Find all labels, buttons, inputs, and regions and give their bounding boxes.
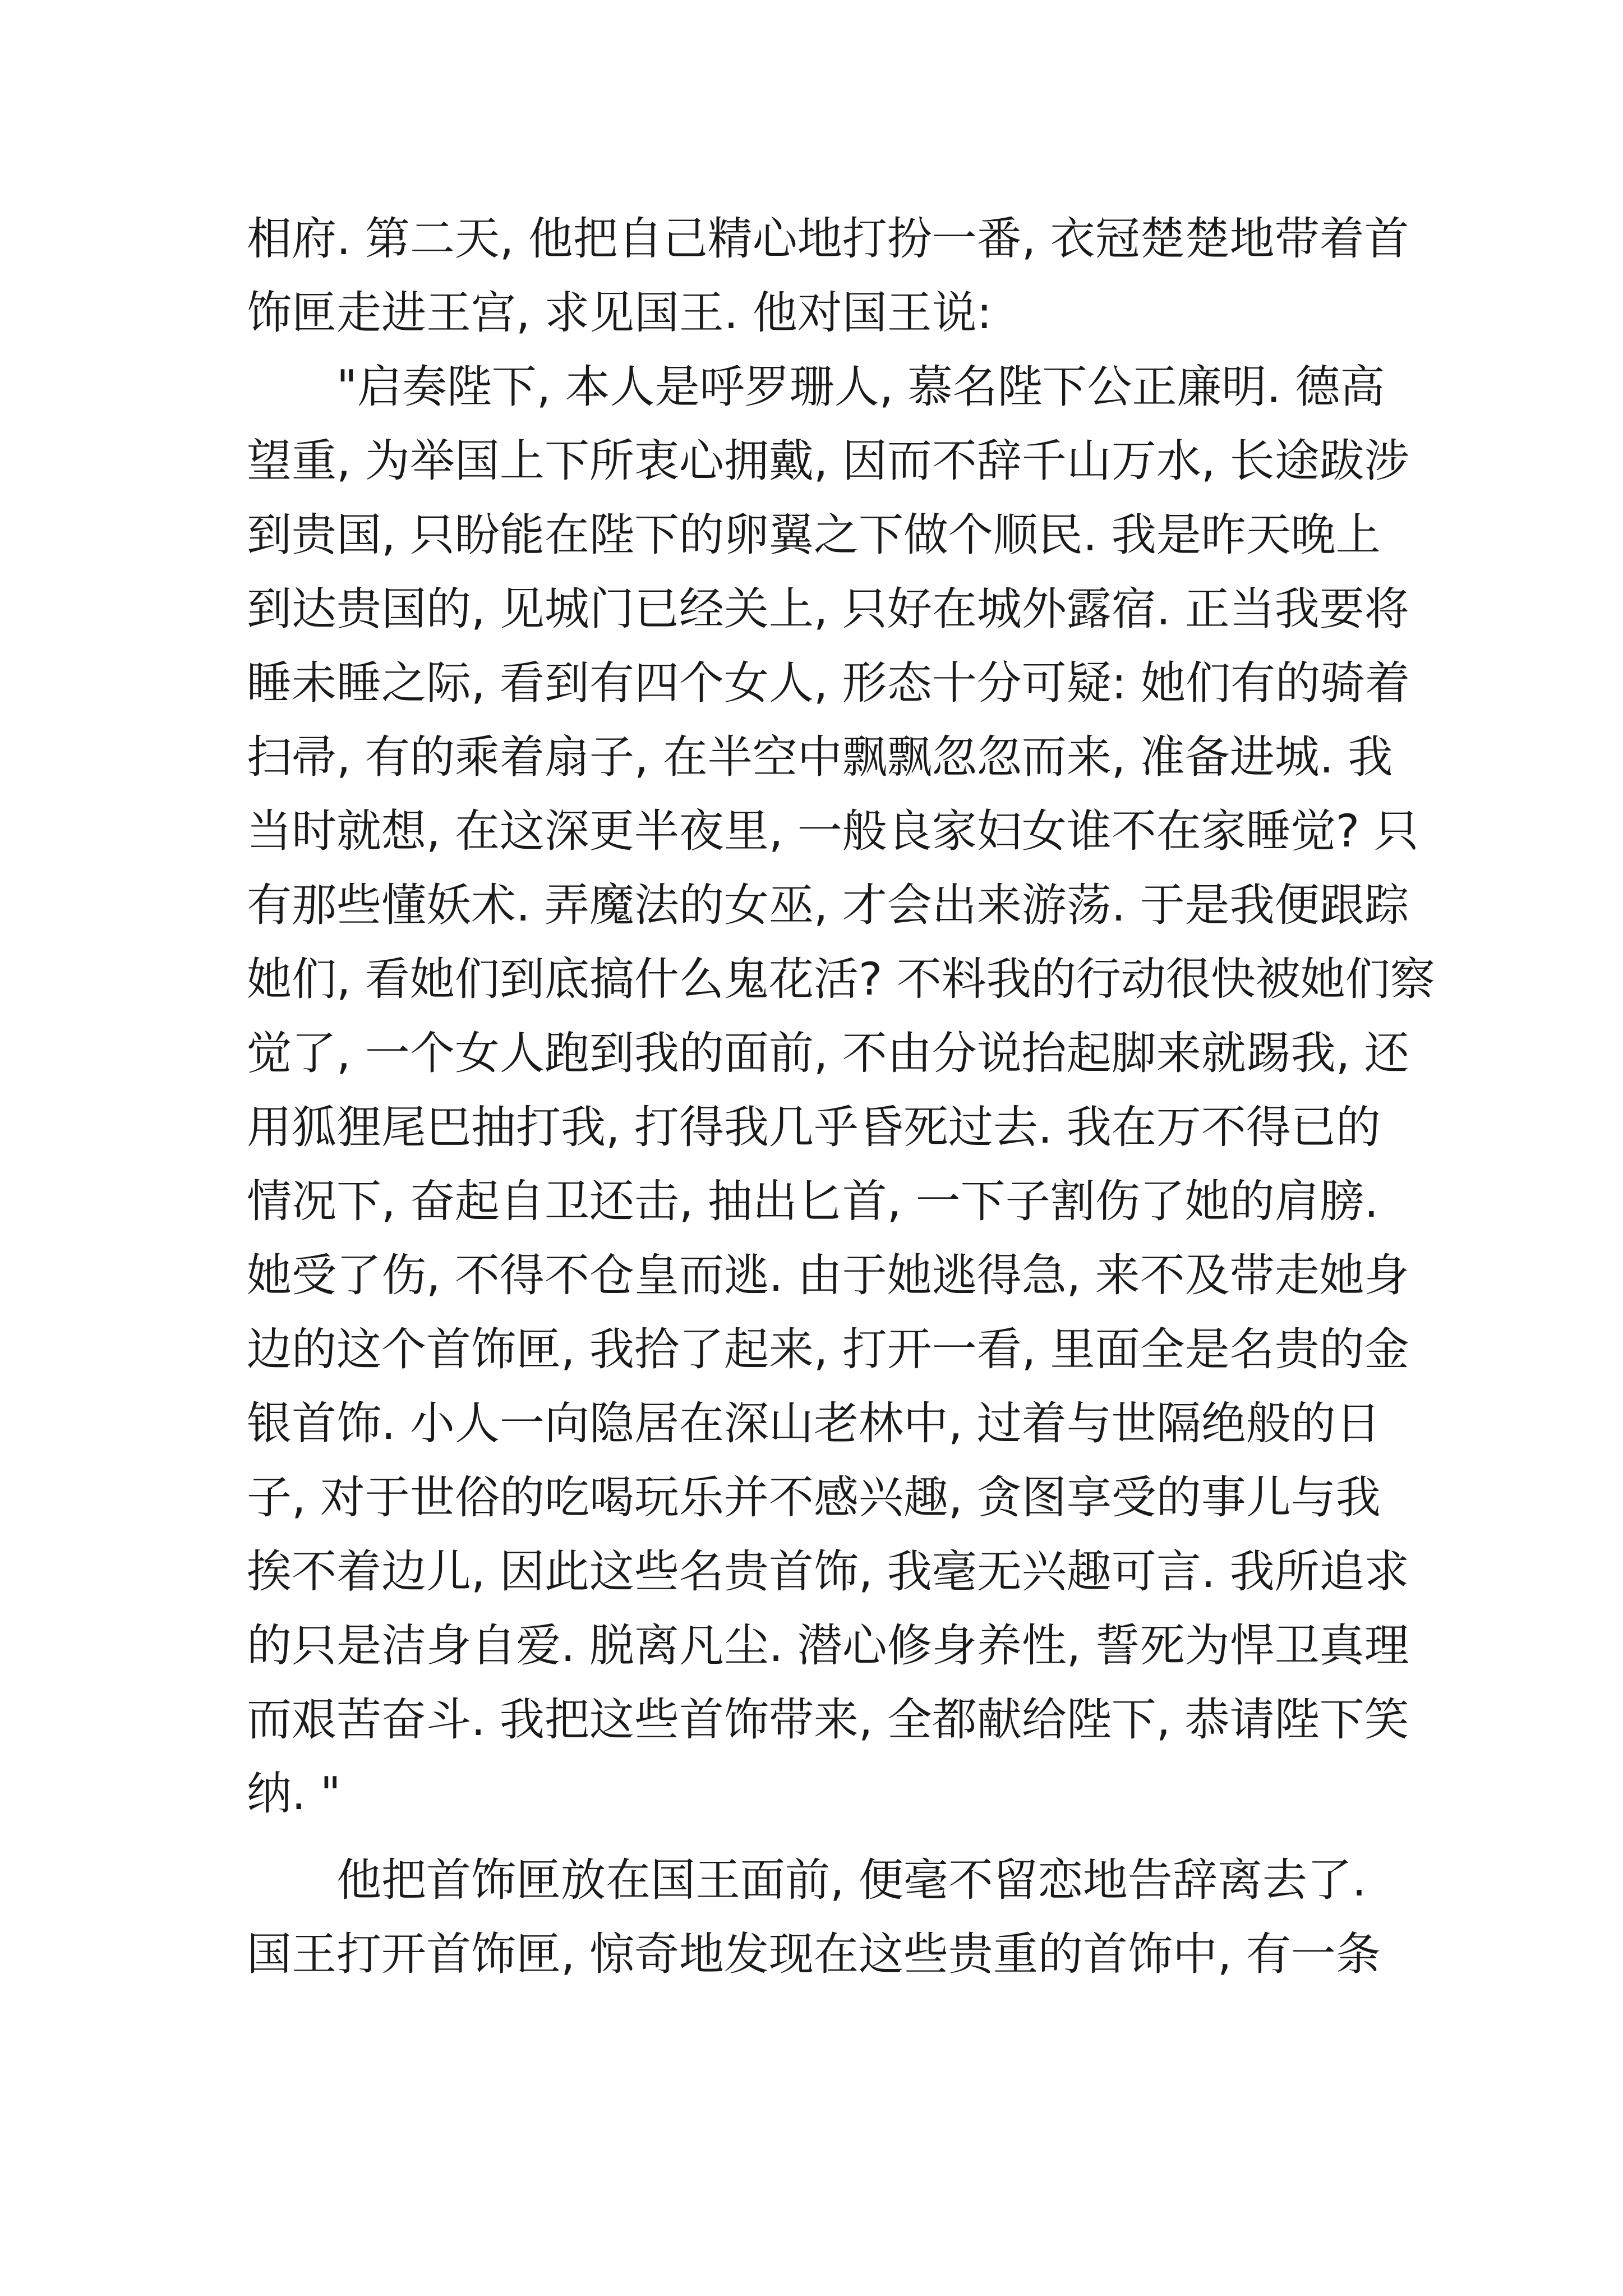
- text-line: "启奏陛下, 本人是呼罗珊人, 慕名陛下公正廉明. 德高: [336, 361, 1385, 413]
- text-line: 情况下, 奋起自卫还击, 抽出匕首, 一下子割伤了她的肩膀.: [247, 1175, 1379, 1227]
- text-line: 觉了, 一个女人跑到我的面前, 不由分说抬起脚来就踢我, 还: [247, 1027, 1409, 1079]
- text-line: 用狐狸尾巴抽打我, 打得我几乎昏死过去. 我在万不得已的: [247, 1101, 1381, 1153]
- text-line: 边的这个首饰匣, 我拾了起来, 打开一看, 里面全是名贵的金: [247, 1323, 1409, 1375]
- text-line: 扫帚, 有的乘着扇子, 在半空中飘飘忽忽而来, 准备进城. 我: [247, 731, 1393, 783]
- text-line: 睡未睡之际, 看到有四个女人, 形态十分可疑: 她们有的骑着: [247, 657, 1410, 709]
- text-line: 子, 对于世俗的吃喝玩乐并不感兴趣, 贪图享受的事儿与我: [247, 1471, 1381, 1524]
- text-line: 国王打开首饰匣, 惊奇地发现在这些贵重的首饰中, 有一条: [247, 1928, 1381, 1980]
- text-line: 他把首饰匣放在国王面前, 便毫不留恋地告辞离去了.: [336, 1854, 1367, 1906]
- text-line: 饰匣走进王宫, 求见国王. 他对国王说:: [247, 287, 992, 339]
- body-text: [247, 202, 1435, 1991]
- text-line: 挨不着边儿, 因此这些名贵首饰, 我毫无兴趣可言. 我所追求: [247, 1545, 1409, 1598]
- text-line: 她们, 看她们到底搞什么鬼花活? 不料我的行动很快被她们察: [247, 953, 1435, 1005]
- text-line: 而艰苦奋斗. 我把这些首饰带来, 全都献给陛下, 恭请陛下笑: [247, 1694, 1409, 1746]
- text-line: 望重, 为举国上下所衷心拥戴, 因而不辞千山万水, 长途跋涉: [247, 435, 1409, 487]
- text-line: 她受了伤, 不得不仓皇而逃. 由于她逃得急, 来不及带走她身: [247, 1249, 1409, 1301]
- text-line: 到贵国, 只盼能在陛下的卵翼之下做个顺民. 我是昨天晚上: [247, 509, 1381, 561]
- text-line: 到达贵国的, 见城门已经关上, 只好在城外露宿. 正当我要将: [247, 583, 1409, 635]
- text-line: 相府. 第二天, 他把自己精心地打扮一番, 衣冠楚楚地带着首: [247, 213, 1409, 265]
- text-line: 当时就想, 在这深更半夜里, 一般良家妇女谁不在家睡觉? 只: [247, 805, 1419, 857]
- text-line: 银首饰. 小人一向隐居在深山老林中, 过着与世隔绝般的日: [247, 1397, 1381, 1450]
- text-line: 的只是洁身自爱. 脱离凡尘. 潜心修身养性, 誓死为悍卫真理: [247, 1619, 1409, 1672]
- text-line: 有那些懂妖术. 弄魔法的女巫, 才会出来游荡. 于是我便跟踪: [247, 879, 1409, 931]
- text-line: 纳. ": [247, 1768, 341, 1820]
